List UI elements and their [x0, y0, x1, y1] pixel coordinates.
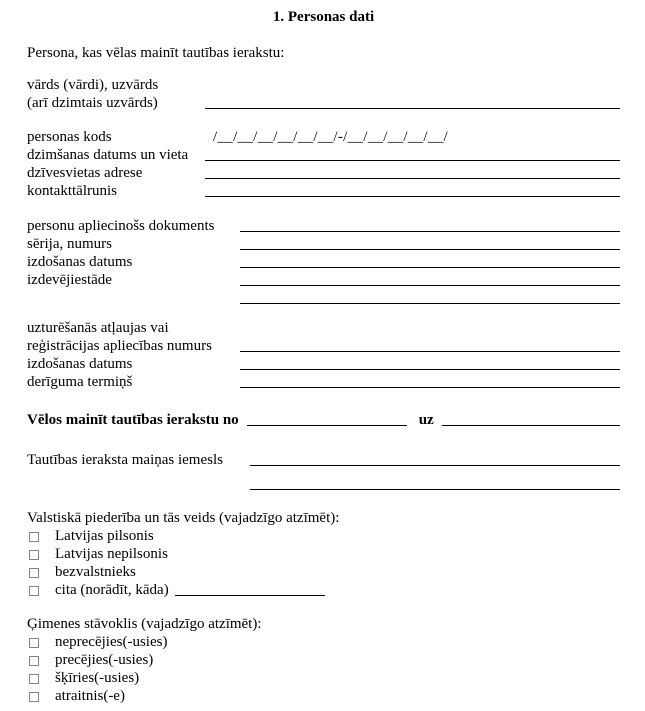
authority-continuation-line[interactable]	[240, 303, 620, 304]
checkbox-unchecked[interactable]	[29, 656, 39, 666]
reason-row	[27, 451, 620, 469]
phone-row	[27, 182, 620, 200]
checkbox-unchecked[interactable]	[29, 532, 39, 542]
reason-block	[27, 451, 620, 493]
field-label-name-line2: (arī dzimtais uzvārds)	[27, 95, 158, 111]
option-label: atraitnis(-e)	[55, 688, 125, 704]
personal-code-mask[interactable]: /__/__/__/__/__/__/-/__/__/__/__/__/	[213, 129, 448, 145]
field-label-issue-date: izdošanas datums	[27, 254, 133, 270]
option-label: precējies(-usies)	[55, 652, 154, 668]
citizenship-option-citizen	[27, 527, 620, 545]
option-label: šķīries(-usies)	[55, 670, 140, 686]
contact-block	[27, 128, 620, 200]
phone-input-line[interactable]	[205, 196, 620, 197]
personal-code-row	[27, 128, 620, 146]
citizenship-block	[27, 509, 620, 599]
identity-document-block	[27, 217, 620, 307]
document-input-line[interactable]	[240, 231, 620, 232]
issuing-authority-row	[27, 271, 620, 289]
option-label: Latvijas nepilsonis	[55, 546, 168, 562]
option-label: Latvijas pilsonis	[55, 528, 154, 544]
series-number-row	[27, 235, 620, 253]
address-row	[27, 164, 620, 182]
name-input-row	[27, 94, 620, 112]
name-block	[27, 76, 620, 112]
residence-permit-block	[27, 319, 620, 391]
page-title: 1. Personas dati	[272, 9, 375, 25]
ethnicity-change-row	[27, 411, 620, 429]
family-status-heading: Ģimenes stāvoklis (vajadzīgo atzīmēt):	[27, 616, 262, 632]
ethnicity-from-input-line[interactable]	[247, 425, 407, 426]
address-input-line[interactable]	[205, 178, 620, 179]
family-status-block	[27, 615, 620, 705]
option-label: neprecējies(-usies)	[55, 634, 168, 650]
authority-input-line[interactable]	[240, 285, 620, 286]
authority-continuation-row	[240, 289, 620, 307]
permit-issue-date-input-line[interactable]	[240, 369, 620, 370]
option-label: bezvalstnieks	[55, 564, 136, 580]
field-label-permit-line1: uzturēšanās atļaujas vai	[27, 320, 169, 336]
name-label-row	[27, 76, 620, 94]
citizenship-option-noncitizen	[27, 545, 620, 563]
family-option-widowed	[27, 687, 620, 705]
checkbox-unchecked[interactable]	[29, 674, 39, 684]
field-label-permit-line2: reģistrācijas apliecības numurs	[27, 338, 212, 354]
birth-input-line[interactable]	[205, 160, 620, 161]
other-citizenship-input-line[interactable]	[175, 595, 325, 596]
series-input-line[interactable]	[240, 249, 620, 250]
field-label-permit-validity: derīguma termiņš	[27, 374, 133, 390]
field-label-phone: kontakttālrunis	[27, 183, 117, 199]
permit-issue-date-row	[27, 355, 620, 373]
reason-continuation-line[interactable]	[250, 489, 620, 490]
family-option-married	[27, 651, 620, 669]
birth-date-place-row	[27, 146, 620, 164]
field-label-series: sērija, numurs	[27, 236, 112, 252]
field-label-personal-code: personas kods	[27, 129, 112, 145]
permit-validity-row	[27, 373, 620, 391]
checkbox-unchecked[interactable]	[29, 550, 39, 560]
issue-date-input-line[interactable]	[240, 267, 620, 268]
intro-text: Persona, kas vēlas mainīt tautības ierakstu:	[27, 45, 285, 61]
checkbox-unchecked[interactable]	[29, 586, 39, 596]
field-label-reason: Tautības ieraksta maiņas iemesls	[27, 452, 223, 468]
permit-label-row	[27, 319, 620, 337]
field-label-address: dzīvesvietas adrese	[27, 165, 143, 181]
field-label-authority: izdevējiestāde	[27, 272, 112, 288]
field-label-birth: dzimšanas datums un vieta	[27, 147, 189, 163]
checkbox-unchecked[interactable]	[29, 692, 39, 702]
family-option-divorced	[27, 669, 620, 687]
document-type-row	[27, 217, 620, 235]
field-label-name-line1: vārds (vārdi), uzvārds	[27, 77, 159, 93]
checkbox-unchecked[interactable]	[29, 638, 39, 648]
field-label-document: personu apliecinošs dokuments	[27, 218, 215, 234]
ethnicity-change-to-label: uz	[418, 412, 434, 428]
citizenship-heading: Valstiskā piederība un tās veids (vajadzīgo atzīmēt):	[27, 510, 340, 526]
family-option-single	[27, 633, 620, 651]
citizenship-option-stateless	[27, 563, 620, 581]
checkbox-unchecked[interactable]	[29, 568, 39, 578]
ethnicity-change-prefix: Vēlos mainīt tautības ierakstu no	[27, 412, 239, 428]
ethnicity-to-input-line[interactable]	[442, 425, 620, 426]
issue-date-row	[27, 253, 620, 271]
option-label: cita (norādīt, kāda)	[55, 582, 169, 598]
citizenship-option-other	[27, 581, 620, 599]
name-input-line[interactable]	[205, 108, 620, 109]
permit-validity-input-line[interactable]	[240, 387, 620, 388]
field-label-permit-issue-date: izdošanas datums	[27, 356, 133, 372]
permit-number-row	[27, 337, 620, 355]
reason-continuation-row	[250, 475, 620, 493]
reason-input-line[interactable]	[250, 465, 620, 466]
permit-number-input-line[interactable]	[240, 351, 620, 352]
